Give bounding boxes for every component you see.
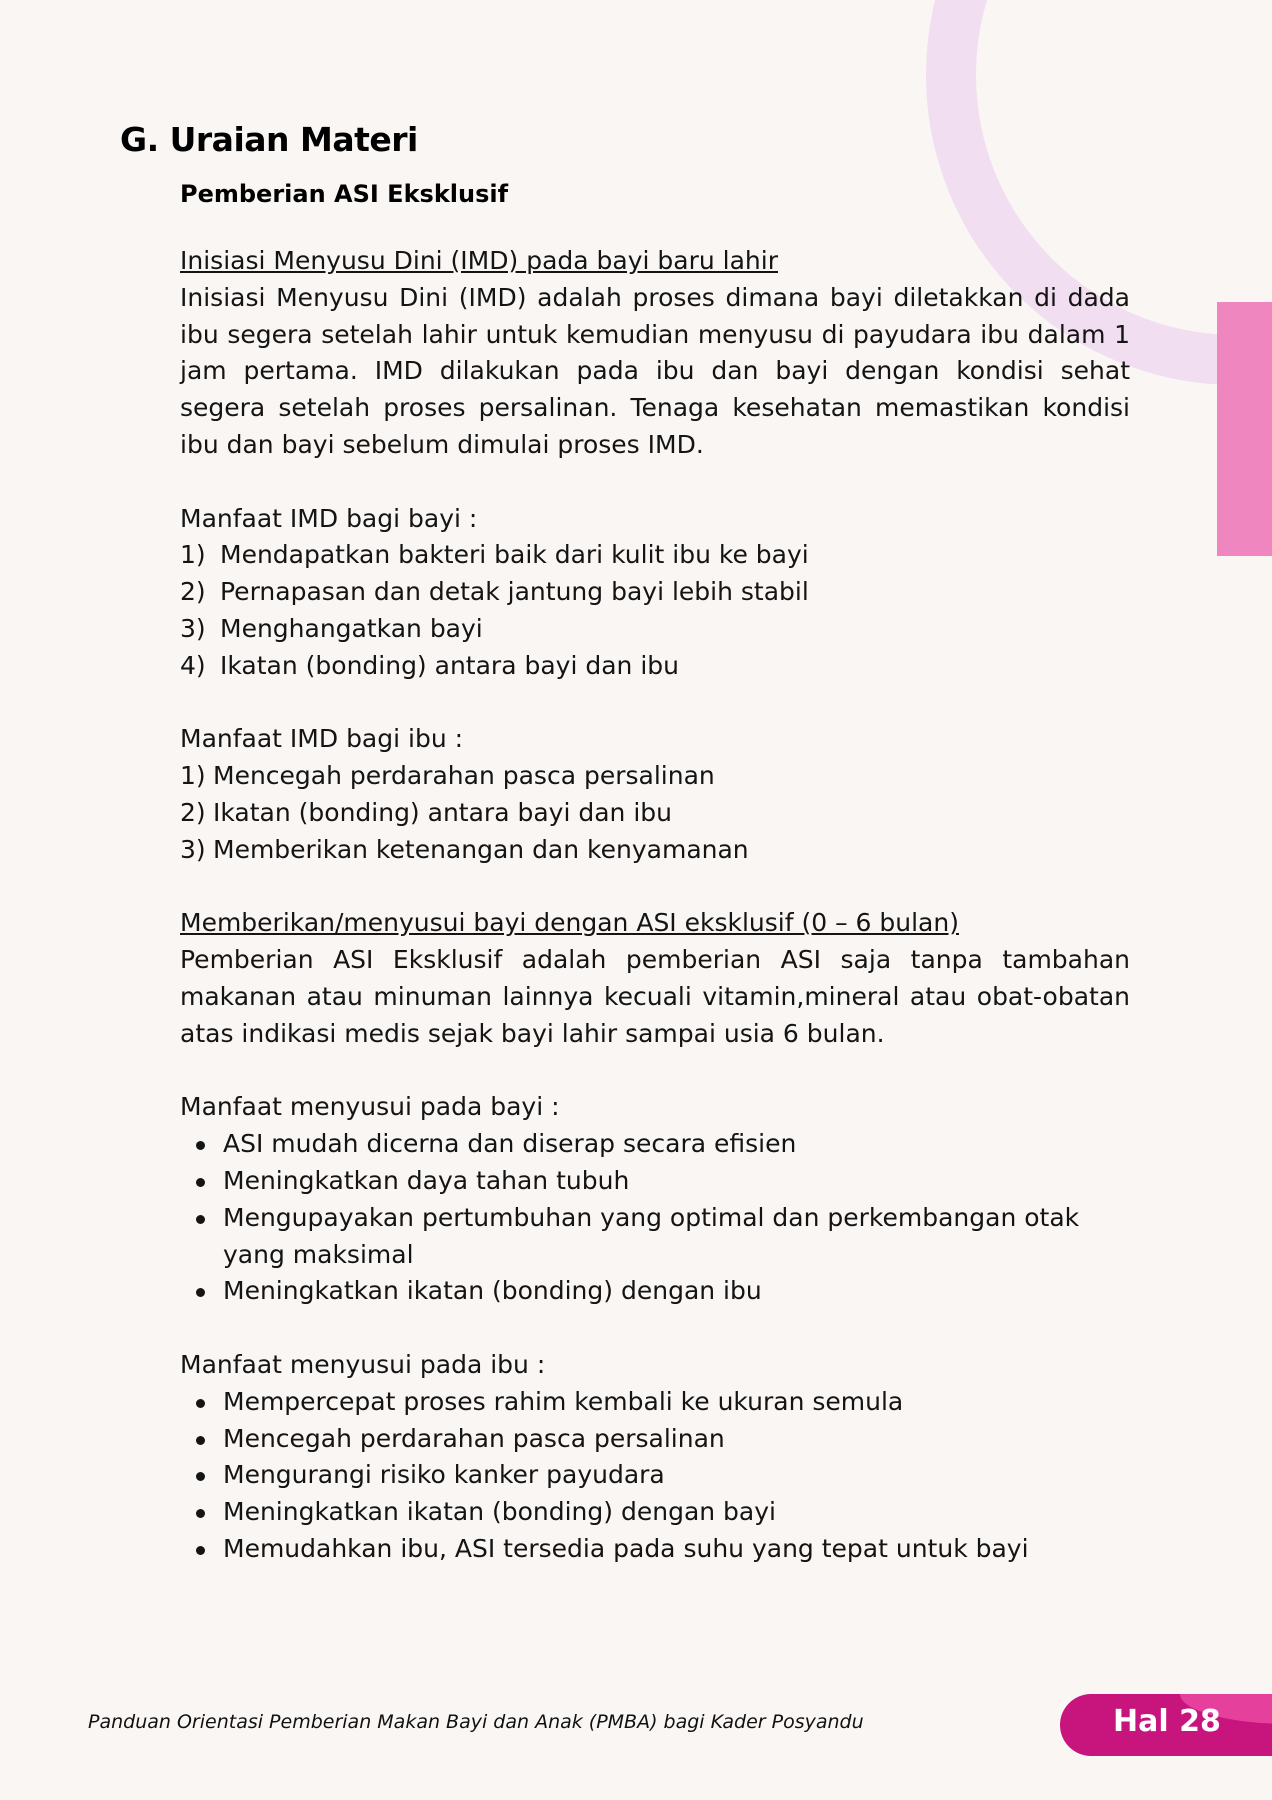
decorative-side-tab bbox=[1217, 302, 1272, 556]
list-item: 2) Pernapasan dan detak jantung bayi lebih stabil bbox=[180, 577, 809, 607]
asi-bayi-list bbox=[180, 1126, 1130, 1310]
subtitle: Pemberian ASI Eksklusif bbox=[180, 180, 509, 208]
list-item: 3) Memberikan ketenangan dan kenyamanan bbox=[180, 834, 749, 864]
list-item: Meningkatkan daya tahan tubuh bbox=[180, 1163, 1130, 1200]
imd-heading: Inisiasi Menyusu Dini (IMD) pada bayi baru lahir bbox=[180, 246, 778, 275]
list-item: Mengupayakan pertumbuhan yang optimal dan perkembangan otak yang maksimal bbox=[180, 1200, 1130, 1274]
list-item: ASI mudah dicerna dan diserap secara efisien bbox=[180, 1126, 1130, 1163]
asi-paragraph: Pemberian ASI Eksklusif adalah pemberian ASI saja tanpa tambahan makanan atau minuman lainnya kecuali vitamin,mineral atau obat-obatan atas indikasi medis sejak bayi lahir sampai usia 6 bulan. bbox=[180, 945, 1130, 1048]
content-body bbox=[180, 243, 1130, 1568]
list-item: Meningkatkan ikatan (bonding) dengan ibu bbox=[180, 1273, 1130, 1310]
list-item: Mempercepat proses rahim kembali ke ukuran semula bbox=[180, 1384, 1130, 1421]
page-number: Hal 28 bbox=[1113, 1704, 1221, 1739]
list-item: 1) Mendapatkan bakteri baik dari kulit ibu ke bayi bbox=[180, 540, 809, 570]
list-item: Memudahkan ibu, ASI tersedia pada suhu yang tepat untuk bayi bbox=[180, 1531, 1130, 1568]
list-item: 1) Mencegah perdarahan pasca persalinan bbox=[180, 761, 715, 791]
section-title: G. Uraian Materi bbox=[120, 120, 418, 159]
list-item: 4) Ikatan (bonding) antara bayi dan ibu bbox=[180, 650, 679, 680]
asi-ibu-label: Manfaat menyusui pada ibu : bbox=[180, 1349, 546, 1379]
footer-text: Panduan Orientasi Pemberian Makan Bayi dan Anak (PMBA) bagi Kader Posyandu bbox=[88, 1711, 864, 1733]
asi-ibu-list bbox=[180, 1384, 1130, 1568]
imd-paragraph: Inisiasi Menyusu Dini (IMD) adalah proses dimana bayi diletakkan di dada ibu segera setelah lahir untuk kemudian menyusu di payudara ibu dalam 1 jam pertama. IMD dilakukan pada ibu dan bayi dengan kondisi sehat segera setelah proses persalinan. Tenaga kesehatan memastikan kondisi ibu dan bayi sebelum dimulai proses IMD. bbox=[180, 282, 1130, 459]
imd-ibu-list bbox=[180, 758, 1130, 868]
imd-bayi-label: Manfaat IMD bagi bayi : bbox=[180, 503, 478, 533]
list-item: Mengurangi risiko kanker payudara bbox=[180, 1457, 1130, 1494]
asi-bayi-label: Manfaat menyusui pada bayi : bbox=[180, 1092, 560, 1122]
list-item: 3) Menghangatkan bayi bbox=[180, 613, 483, 643]
list-item: Meningkatkan ikatan (bonding) dengan bayi bbox=[180, 1494, 1130, 1531]
asi-heading: Memberikan/menyusui bayi dengan ASI eksklusif (0 – 6 bulan) bbox=[180, 908, 959, 938]
list-item: 2) Ikatan (bonding) antara bayi dan ibu bbox=[180, 797, 672, 827]
imd-ibu-label: Manfaat IMD bagi ibu : bbox=[180, 724, 464, 754]
imd-bayi-list bbox=[180, 537, 1130, 684]
list-item: Mencegah perdarahan pasca persalinan bbox=[180, 1421, 1130, 1458]
